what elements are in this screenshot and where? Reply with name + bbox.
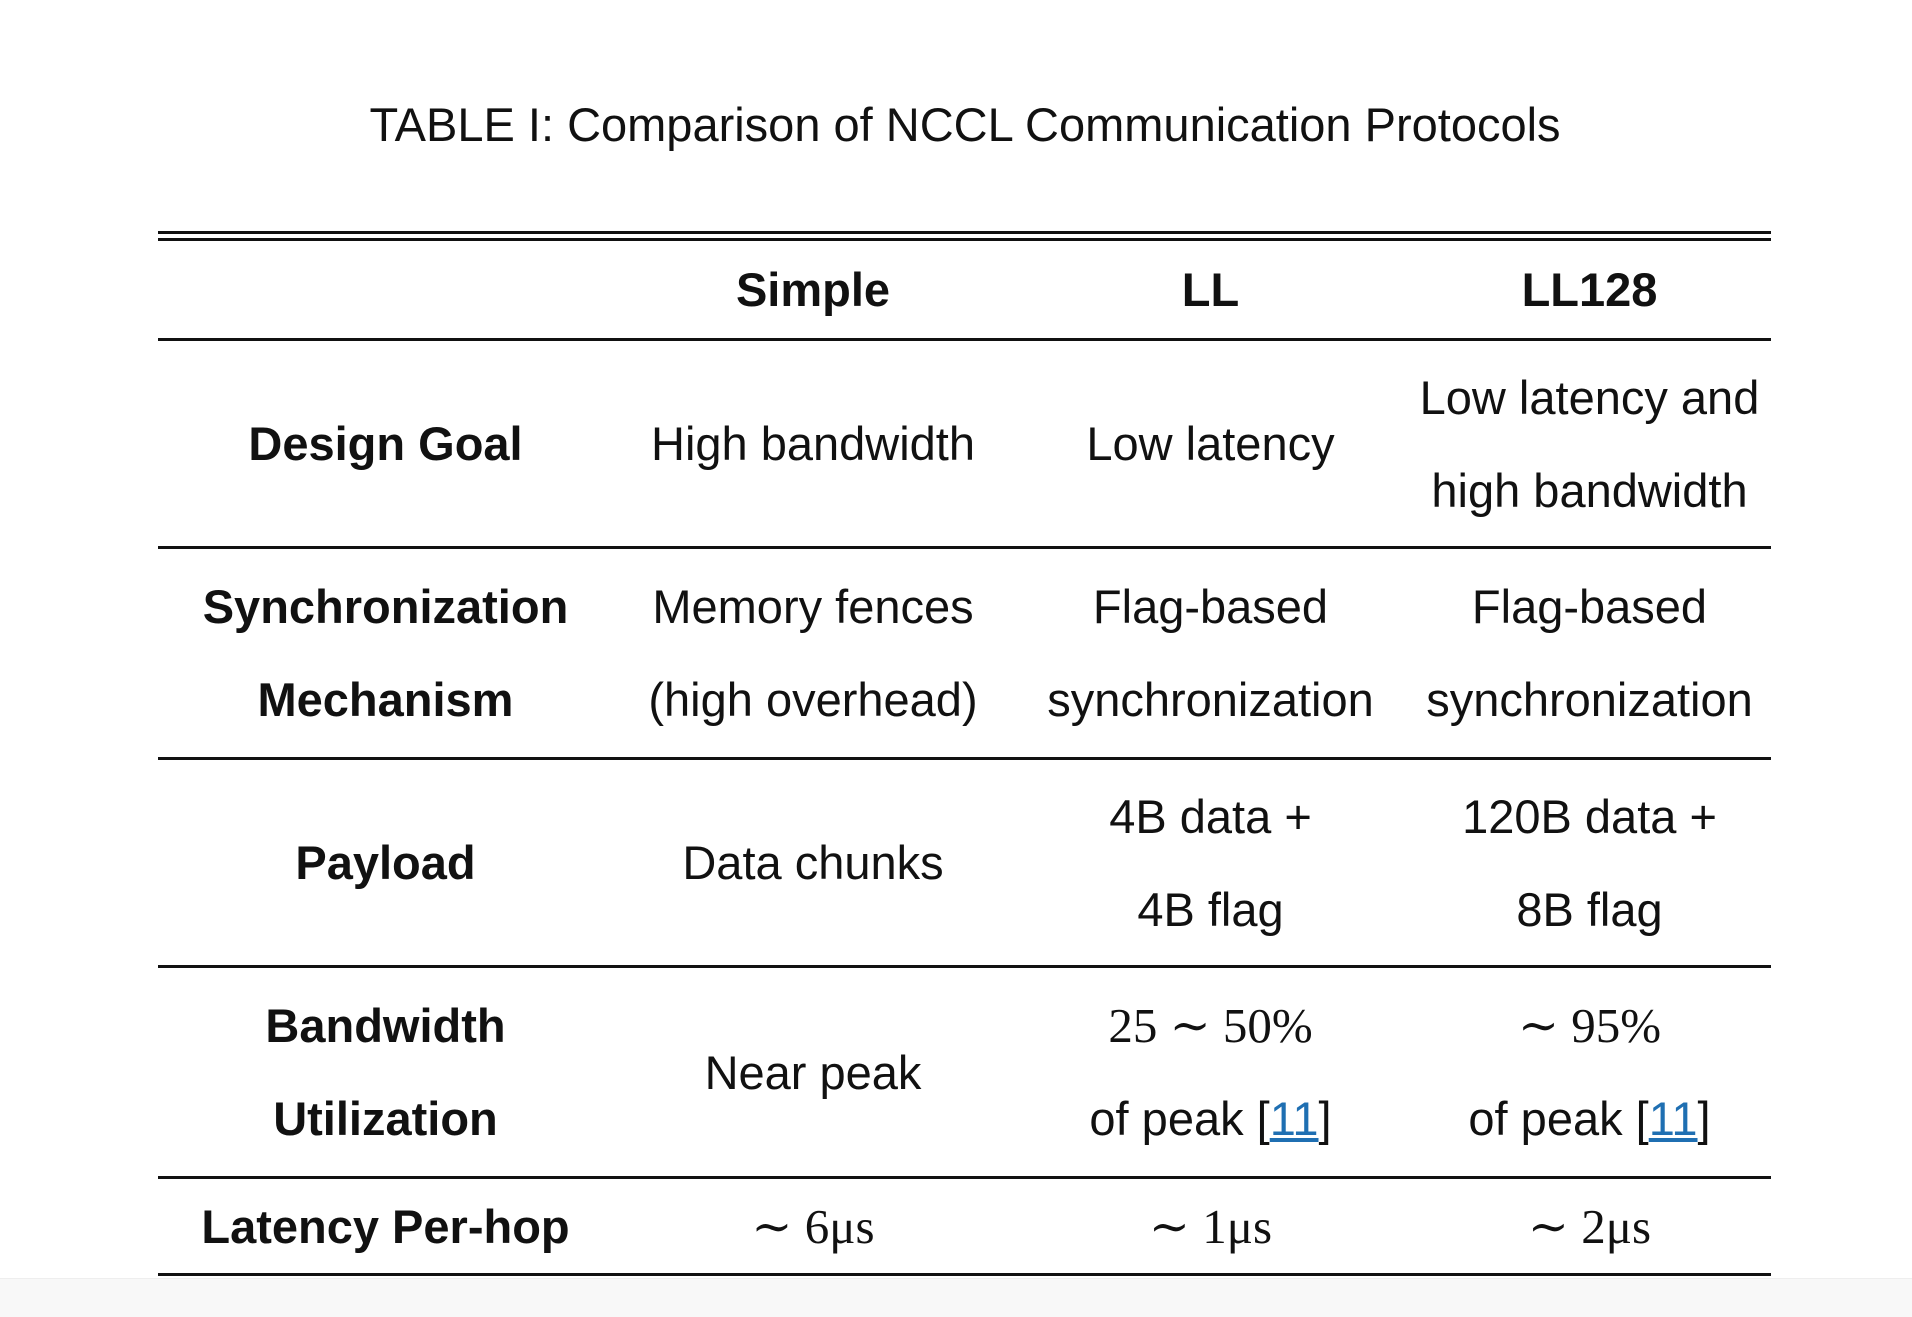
row-label-payload: Payload [295, 836, 476, 889]
cell-sync-ll128: Flag-based synchronization [1426, 580, 1753, 726]
cell-bandwidth-ll128: ∼ 95% of peak [11] [1468, 998, 1711, 1145]
header-simple: Simple [735, 263, 891, 316]
table-row [158, 549, 1771, 757]
table-row [158, 341, 1771, 546]
cell-payload-simple: Data chunks [682, 836, 944, 889]
cell-design-goal-ll: Low latency [1086, 417, 1335, 470]
row-label-design-goal: Design Goal [248, 417, 523, 470]
citation-link[interactable]: 11 [1648, 1092, 1698, 1145]
header-ll: LL [1181, 263, 1240, 316]
cell-latency-simple: ∼ 6μs [751, 1198, 875, 1254]
citation-link[interactable]: 11 [1269, 1092, 1319, 1145]
cell-latency-ll128: ∼ 2μs [1527, 1198, 1652, 1254]
cell-sync-ll: Flag-based synchronization [1047, 580, 1374, 726]
cell-design-goal-ll128: Low latency and high bandwidth [1419, 370, 1760, 517]
cell-bandwidth-ll: 25 ∼ 50% of peak [11] [1089, 998, 1332, 1145]
table-row [158, 968, 1771, 1176]
cell-latency-ll: ∼ 1μs [1148, 1198, 1273, 1254]
cell-sync-simple: Memory fences (high overhead) [648, 580, 978, 726]
header-ll128: LL128 [1521, 263, 1658, 316]
row-label-synchronization: Synchronization Mechanism [202, 580, 569, 726]
comparison-table [158, 231, 1771, 1283]
cell-design-goal-simple: High bandwidth [651, 417, 975, 470]
cell-payload-ll128: 120B data + 8B flag [1462, 789, 1717, 936]
table-row [158, 760, 1771, 965]
top-double-rule [158, 231, 1771, 241]
row-label-bandwidth-utilization: Bandwidth Utilization [265, 999, 506, 1145]
header-row [158, 241, 1771, 338]
cell-payload-ll: 4B data + 4B flag [1109, 789, 1312, 936]
row-label-latency: Latency Per-hop [201, 1199, 570, 1253]
cell-bandwidth-simple: Near peak [704, 1045, 922, 1099]
table-row [158, 1179, 1771, 1273]
table-caption: TABLE I: Comparison of NCCL Communication Protocols [369, 98, 1561, 151]
bottom-strip [0, 1278, 1912, 1317]
